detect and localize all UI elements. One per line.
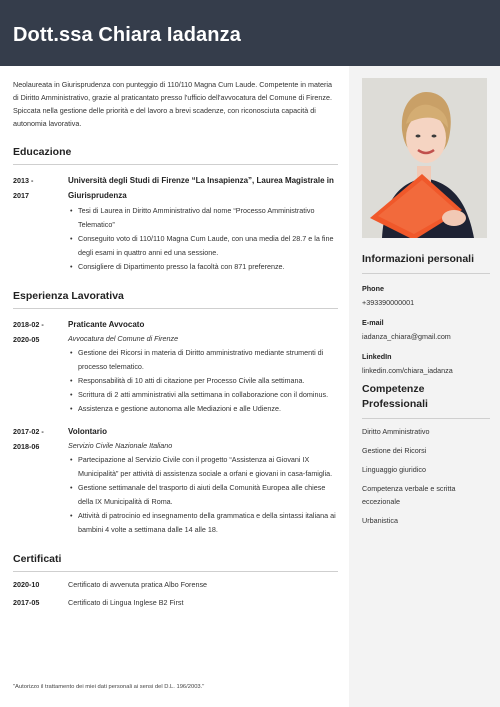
header-bar [0,0,500,66]
skill-item: Competenza verbale e scritta eccezionale [362,484,456,506]
certificate-row [13,580,338,590]
phone-label: Phone [362,284,384,293]
email-value: iadanza_chiara@gmail.com [362,332,451,341]
profile-summary: Neolaureata in Giurisprudenza con punteggio di 110/110 Magna Cum Laude. Competente in materia di Diritto Amministrativo, grazie al praticantato presso l'ufficio dell'avvocatura del Comune di Firenze. Spiccata nella gestione delle priorità e del lavoro a brevi scadenze, con riconosciuta capacità di autonomia lavorativa. [13,80,333,128]
entry-title: Università degli Studi di Firenze “La Insapienza”, Laurea Magistrale in Giurisprudenza [68,176,334,200]
certificate-text: Certificato di avvenuta pratica Albo Forense [68,580,208,589]
certificate-text: Certificato di Lingua Inglese B2 First [68,598,184,607]
entry-start: 2018-02 - [13,320,44,329]
list-item: • Gestione dei Ricorsi in materia di Diritto amministrativo mediante strumenti di processo telematico. [68,346,338,374]
list-item: • Partecipazione al Servizio Civile con il progetto “Assistenza ai Giovani IX Municipalità” per attività di assistenza sociale a orfani e giovani in casa-famiglia. [68,453,338,481]
entry-start: 2017-02 - [13,427,44,436]
linkedin-label: LinkedIn [362,352,392,361]
entry-end: 2020-05 [13,335,40,344]
skills-section [362,382,490,527]
experience-entry [13,424,338,537]
list-item: • Assistenza e gestione autonoma alle Mediazioni e alle Udienze. [68,402,338,416]
list-item: • Attività di patrocinio ed insegnamento della grammatica e della sintassi italiana ai bambini 4 volte a settimana dalle 14 alle 18. [68,509,338,537]
phone-value: +393390000001 [362,298,415,307]
skill-item: Urbanistica [362,516,398,525]
entry-end: 2018-06 [13,442,40,451]
skill-item: Linguaggio giuridico [362,465,426,474]
certificate-date: 2020-10 [13,580,40,589]
section-title-personal-info: Informazioni personali [362,252,490,274]
education-entry [13,173,338,274]
profile-photo-image [362,78,487,238]
certificate-date: 2017-05 [13,598,40,607]
entry-title: Praticante Avvocato [68,320,145,329]
linkedin-value: linkedin.com/chiara_iadanza [362,366,453,375]
section-title-certificates: Certificati [13,553,338,572]
skill-item: Gestione dei Ricorsi [362,446,427,455]
section-title-skills: Competenze Professionali [362,382,490,419]
list-item: • Consigliere di Dipartimento presso la facoltà con 871 preferenze. [68,260,338,274]
entry-bullets [68,346,338,416]
profile-photo [362,78,487,238]
list-item: • Gestione settimanale del trasporto di aiuti della Comunità Europea alle chiese della IX Municipalità di Roma. [68,481,338,509]
main-column [13,78,338,608]
list-item: • Responsabilità di 10 atti di citazione per Processo Civile alla settimana. [68,374,338,388]
entry-bullets [68,453,338,537]
entry-dates [13,173,68,274]
entry-organization: Servizio Civile Nazionale Italiano [68,441,173,450]
skill-item: Diritto Amministrativo [362,427,430,436]
entry-dates [13,317,68,416]
list-item: • Tesi di Laurea in Diritto Amministrativo dal nome “Processo Amministrativo Telematico” [68,204,338,232]
section-title-education: Educazione [13,146,338,165]
entry-organization: Avvocatura del Comune di Firenze [68,334,179,343]
entry-start: 2013 - [13,176,34,185]
list-item: • Conseguito voto di 110/110 Magna Cum Laude, con una media del 28.7 e la fine degli esami in quattro anni ed una sessione. [68,232,338,260]
entry-end: 2017 [13,191,29,200]
experience-entry [13,317,338,416]
privacy-footer: "Autorizzo il trattamento dei miei dati personali ai sensi del D.L. 196/2003." [13,684,205,690]
entry-content [68,317,338,416]
entry-content [68,424,338,537]
entry-title: Volontario [68,427,107,436]
list-item: • Scrittura di 2 atti amministrativi alla settimana in collaborazione con il dominus. [68,388,338,402]
candidate-name: Dott.ssa Chiara Iadanza [13,24,241,46]
email-label: E-mail [362,318,384,327]
section-title-experience: Esperienza Lavorativa [13,290,338,309]
entry-bullets [68,204,338,274]
personal-info-section [362,252,490,376]
certificate-row [13,598,338,608]
entry-dates [13,424,68,537]
entry-content [68,173,338,274]
